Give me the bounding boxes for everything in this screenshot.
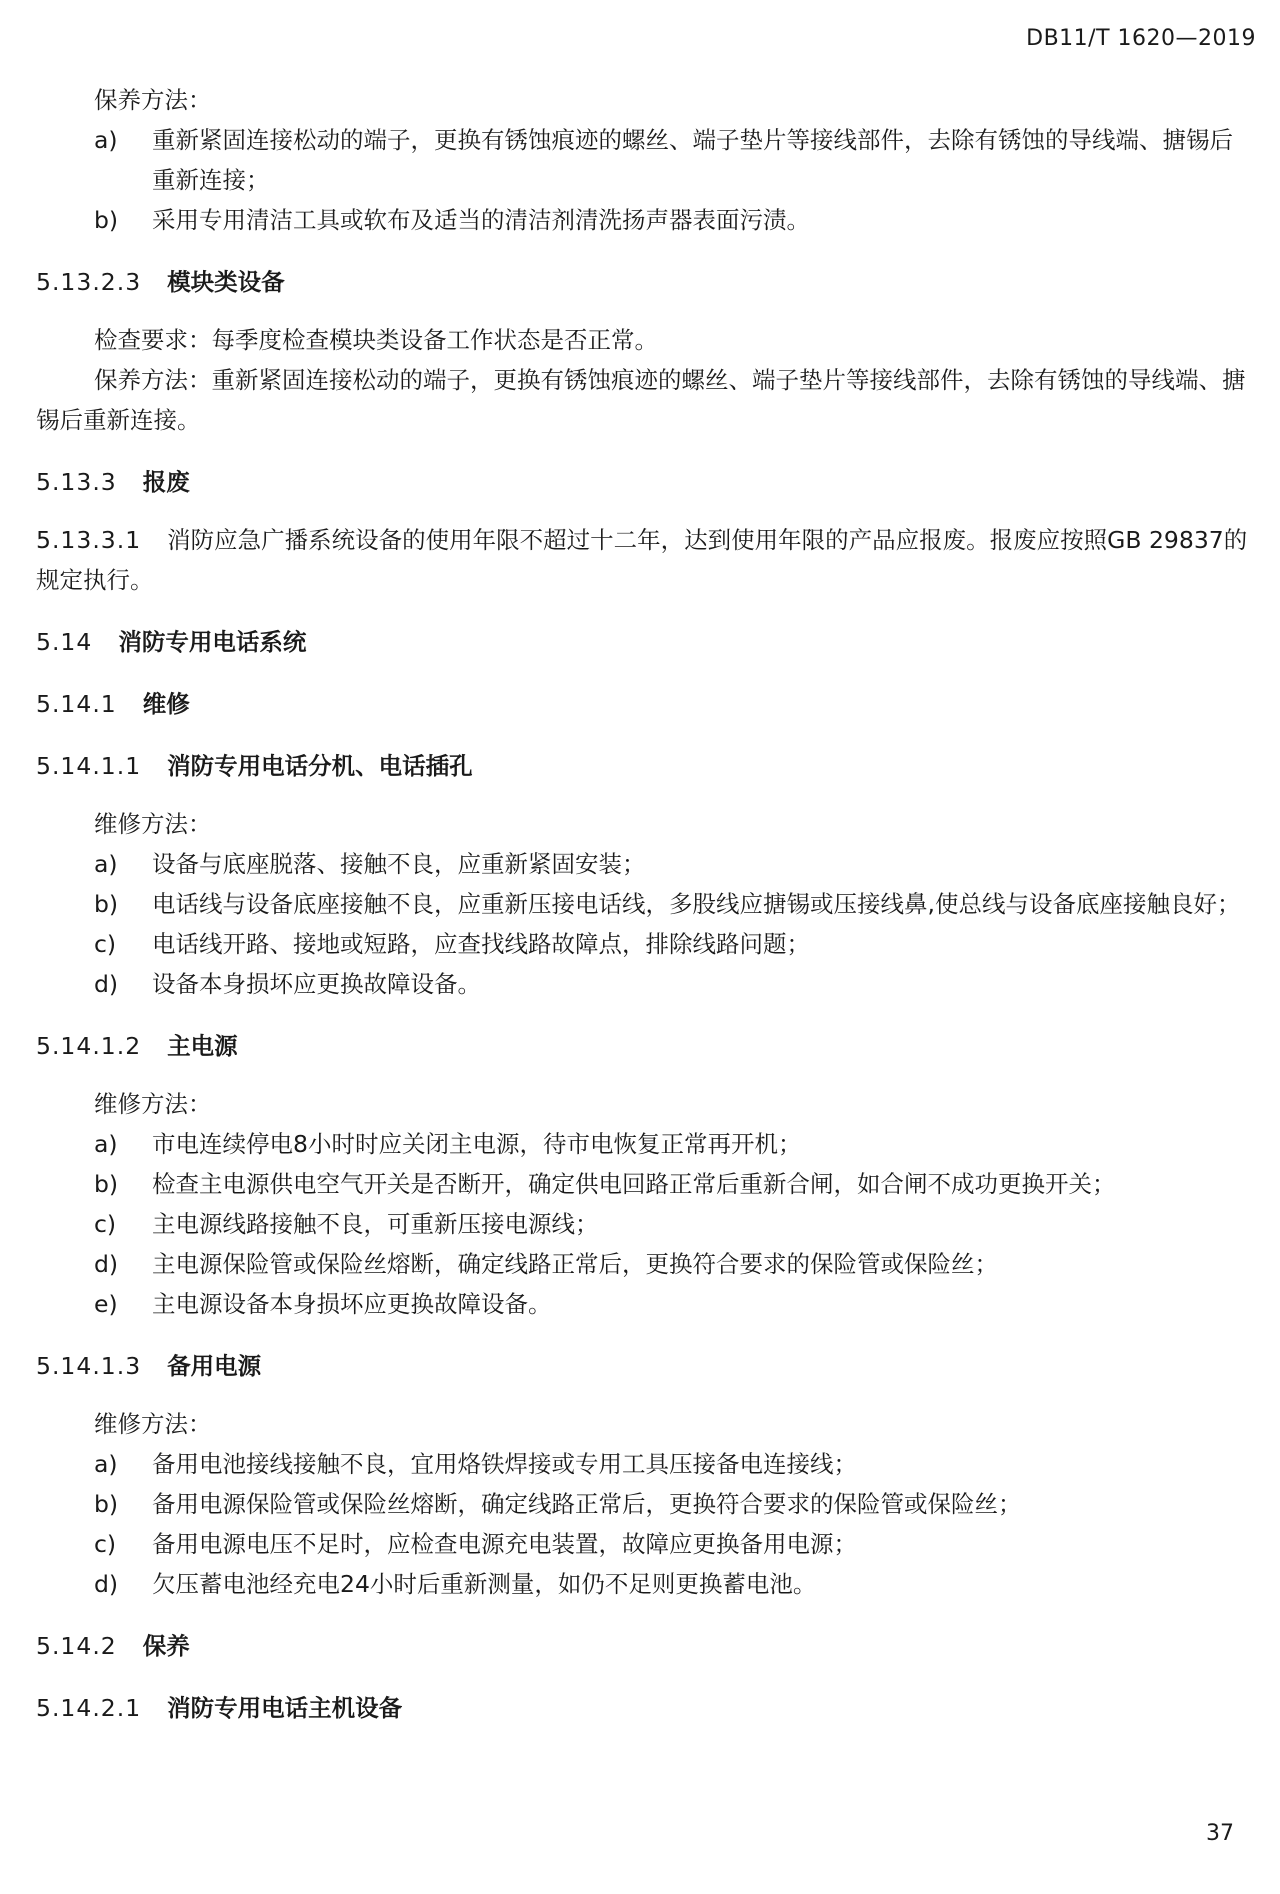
section-title: 消防专用电话分机、电话插孔 [167, 752, 473, 780]
list-item [36, 1124, 1252, 1164]
clause-number: 5.13.3.1 [36, 526, 142, 554]
list-text: 检查主电源供电空气开关是否断开，确定供电回路正常后重新合闸，如合闸不成功更换开关； [152, 1170, 1116, 1198]
section-title: 保养 [142, 1632, 190, 1660]
list-item [36, 924, 1252, 964]
list-item [36, 1484, 1252, 1524]
list-label: b) [94, 206, 119, 234]
list-label: a) [94, 1130, 118, 1158]
section-heading-5-14-1 [36, 684, 1252, 724]
list-item [36, 1564, 1252, 1604]
section-heading-5-14-2-1 [36, 1688, 1252, 1728]
list-text: 电话线与设备底座接触不良，应重新压接电话线，多股线应搪锡或压接线鼻,使总线与设备底座接触良好； [152, 890, 1241, 918]
list-text: 电话线开路、接地或短路，应查找线路故障点，排除线路问题； [152, 930, 810, 958]
section-heading-5-13-3 [36, 462, 1252, 502]
list-item [36, 1244, 1252, 1284]
check-requirement: 检查要求：每季度检查模块类设备工作状态是否正常。 [94, 326, 658, 354]
list-text: 备用电源保险管或保险丝熔断，确定线路正常后，更换符合要求的保险管或保险丝； [152, 1490, 1022, 1518]
section-heading-5-14-1-1 [36, 746, 1252, 786]
maintenance-method-label: 保养方法： [94, 86, 212, 114]
document-body [36, 80, 1252, 1746]
section-title: 消防专用电话主机设备 [167, 1694, 403, 1722]
list-label: b) [94, 890, 119, 918]
list-text: 主电源设备本身损坏应更换故障设备。 [152, 1290, 552, 1318]
section-title: 备用电源 [167, 1352, 262, 1380]
section-heading-5-13-2-3 [36, 262, 1252, 302]
repair-method-label: 维修方法： [94, 1090, 212, 1118]
list-label: c) [94, 1530, 117, 1558]
list-item [36, 1284, 1252, 1324]
list-text: 市电连续停电8小时时应关闭主电源，待市电恢复正常再开机； [152, 1130, 802, 1158]
maintenance-method: 保养方法：重新紧固连接松动的端子，更换有锈蚀痕迹的螺丝、端子垫片等接线部件，去除有锈蚀的导线端、搪锡后重新连接。 [36, 366, 1246, 434]
clause-5-13-3-1 [36, 520, 1252, 600]
repair-method-label: 维修方法： [94, 810, 212, 838]
list-item [36, 1444, 1252, 1484]
list-text: 采用专用清洁工具或软布及适当的清洁剂清洗扬声器表面污渍。 [152, 206, 810, 234]
section-heading-5-14-1-3 [36, 1346, 1252, 1386]
list-label: b) [94, 1490, 119, 1518]
page-number: 37 [1206, 1821, 1234, 1846]
section-number: 5.14.1.3 [36, 1352, 142, 1380]
section-title: 消防专用电话系统 [118, 628, 307, 656]
section-number: 5.14.2 [36, 1632, 117, 1660]
list-item [36, 1204, 1252, 1244]
section-title: 维修 [142, 690, 190, 718]
list-label: c) [94, 1210, 117, 1238]
list-text: 设备与底座脱落、接触不良，应重新紧固安装； [152, 850, 646, 878]
list-item [36, 844, 1252, 884]
list-text: 主电源保险管或保险丝熔断，确定线路正常后，更换符合要求的保险管或保险丝； [152, 1250, 998, 1278]
section-title: 模块类设备 [167, 268, 285, 296]
section-number: 5.14.2.1 [36, 1694, 142, 1722]
list-item [36, 1164, 1252, 1204]
list-text: 重新紧固连接松动的端子，更换有锈蚀痕迹的螺丝、端子垫片等接线部件，去除有锈蚀的导线端、搪锡后重新连接； [152, 126, 1233, 194]
clause-text: 消防应急广播系统设备的使用年限不超过十二年，达到使用年限的产品应报废。报废应按照GB 29837的规定执行。 [36, 526, 1248, 594]
list-label: a) [94, 126, 118, 154]
section-heading-5-14-1-2 [36, 1026, 1252, 1066]
section-number: 5.14.1.2 [36, 1032, 142, 1060]
section-number: 5.14.1 [36, 690, 117, 718]
section-heading-5-14 [36, 622, 1252, 662]
list-label: d) [94, 1570, 119, 1598]
list-item [36, 964, 1252, 1004]
section-number: 5.13.2.3 [36, 268, 142, 296]
list-label: c) [94, 930, 117, 958]
list-text: 备用电源电压不足时，应检查电源充电装置，故障应更换备用电源； [152, 1530, 857, 1558]
list-text: 备用电池接线接触不良，宜用烙铁焊接或专用工具压接备电连接线； [152, 1450, 857, 1478]
section-number: 5.14 [36, 628, 93, 656]
section-title: 报废 [142, 468, 190, 496]
list-label: a) [94, 1450, 118, 1478]
list-label: d) [94, 970, 119, 998]
standard-code-header: DB11/T 1620—2019 [1026, 26, 1256, 51]
list-label: d) [94, 1250, 119, 1278]
list-text: 设备本身损坏应更换故障设备。 [152, 970, 481, 998]
list-label: b) [94, 1170, 119, 1198]
section-number: 5.14.1.1 [36, 752, 142, 780]
list-label: e) [94, 1290, 118, 1318]
section-number: 5.13.3 [36, 468, 117, 496]
list-item [36, 120, 1252, 200]
list-text: 欠压蓄电池经充电24小时后重新测量，如仍不足则更换蓄电池。 [152, 1570, 817, 1598]
list-item [36, 200, 1252, 240]
section-heading-5-14-2 [36, 1626, 1252, 1666]
list-label: a) [94, 850, 118, 878]
list-item [36, 884, 1252, 924]
list-text: 主电源线路接触不良，可重新压接电源线； [152, 1210, 599, 1238]
list-item [36, 1524, 1252, 1564]
section-title: 主电源 [167, 1032, 238, 1060]
repair-method-label: 维修方法： [94, 1410, 212, 1438]
